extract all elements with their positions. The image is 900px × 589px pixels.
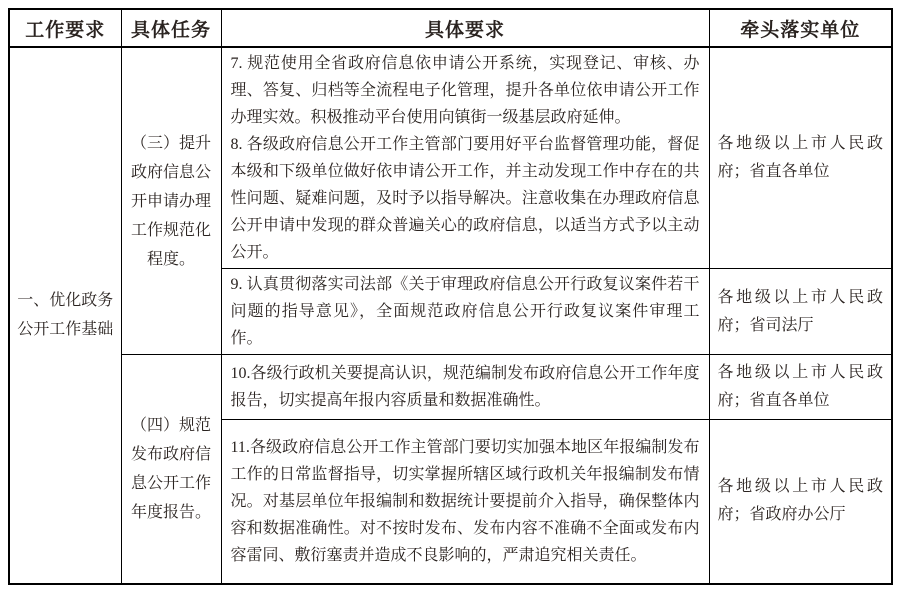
- table-row: [9, 47, 892, 269]
- task-cell-3: （三）提升政府信息公开申请办理工作规范化程度。: [121, 47, 221, 355]
- requirement-item-7: 7. 规范使用全省政府信息依申请公开系统，实现登记、审核、办理、答复、归档等全流程电子化管理，提升各单位依申请公开工作办理实效。积极推动平台使用向镇街一级基层政府延伸。: [230, 55, 700, 126]
- requirement-item-9: 9. 认真贯彻落实司法部《关于审理政府信息公开行政复议案件若干问题的指导意见》，全面规范政府信息公开行政复议案件审理工作。: [230, 276, 700, 347]
- requirement-cell-9: [221, 269, 709, 355]
- table-header-row: [9, 9, 892, 47]
- work-requirement-cell: 一、优化政务公开工作基础: [9, 47, 121, 584]
- task-cell-4: （四）规范发布政府信息公开工作年度报告。: [121, 355, 221, 584]
- requirement-item-11: 11.各级政府信息公开工作主管部门要切实加强本地区年报编制发布工作的日常监督指导，切实掌握所辖区域行政机关年报编制发布情况。对基层单位年报编制和数据统计要提前介入指导，确保整体内容和数据准确性。对不按时发布、发布内容不准确不全面或发布内容雷同、敷衍塞责并造成不良影响的，严肃追究相关责任。: [230, 438, 700, 564]
- col-header-lead-unit: 牵头落实单位: [709, 9, 892, 47]
- col-header-specific-task: 具体任务: [121, 9, 221, 47]
- requirement-cell-11: [221, 420, 709, 584]
- col-header-work-requirement: 工作要求: [9, 9, 121, 47]
- unit-cell-1: 各地级以上市人民政府；省直各单位: [709, 47, 892, 269]
- requirement-cell-7-8: [221, 47, 709, 269]
- unit-cell-3: 各地级以上市人民政府；省直各单位: [709, 355, 892, 420]
- requirement-cell-10: [221, 355, 709, 420]
- col-header-specific-requirement: 具体要求: [221, 9, 709, 47]
- unit-cell-2: 各地级以上市人民政府；省司法厅: [709, 269, 892, 355]
- requirement-item-8: 8. 各级政府信息公开工作主管部门要用好平台监督管理功能，督促本级和下级单位做好依申请公开工作，并主动发现工作中存在的共性问题、疑难问题，及时予以指导解决。注意收集在办理政府信息公开申请中发现的群众普遍关心的政府信息，以适当方式予以主动公开。: [230, 136, 700, 261]
- requirement-item-10: 10.各级行政机关要提高认识，规范编制发布政府信息公开工作年度报告，切实提高年报内容质量和数据准确性。: [230, 365, 700, 409]
- policy-table: [8, 8, 893, 585]
- unit-cell-4: 各地级以上市人民政府；省政府办公厅: [709, 420, 892, 584]
- table-row: [9, 355, 892, 420]
